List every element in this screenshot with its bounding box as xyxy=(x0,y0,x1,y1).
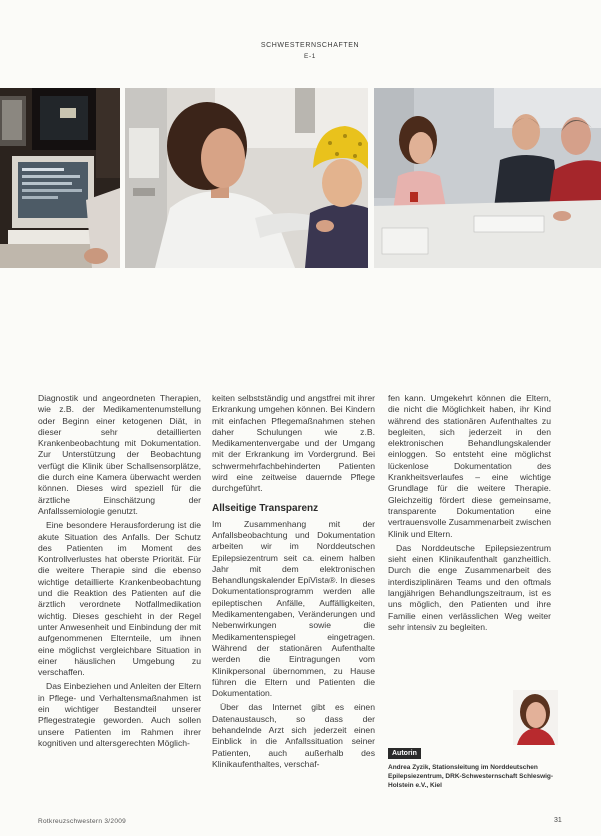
article-column-3 xyxy=(388,393,551,636)
paragraph: fen kann. Umgekehrt können die Eltern, die nicht die Möglichkeit haben, ihr Kind während des stationären Aufenthaltes zu begleiten, sich jederzeit in den elektronischen Behandlungskalender einloggen. So entsteht eine möglichst lückenlose Dokumentation des Krankheitsverlaufes – eine wichtige Grundlage für die weitere Therapie. Gleichzeitig fördert diese gemeinsame, transparente Dokumentation eine vertrauensvolle Zusammenarbeit zwischen Klinik und Eltern. xyxy=(388,393,551,539)
article-column-2 xyxy=(212,393,375,773)
running-head-subsection: E-1 xyxy=(304,53,316,60)
photo-monitoring-room-image xyxy=(0,88,120,268)
paragraph: Das Einbeziehen und Anleiten der Eltern in Pflege- und Verhaltensmaßnahmen ist ein wichtiger Bestandteil unserer Pflegestrategie geworden. Auch sollen unsere Patienten im Rahmen ihrer kognitiven und altersgerechten Möglich- xyxy=(38,681,201,748)
page-number: 31 xyxy=(554,817,562,824)
author-portrait-image xyxy=(513,690,558,745)
running-head-section: SCHWESTERNSCHAFTEN xyxy=(260,42,360,49)
paragraph: Diagnostik und angeordneten Therapien, wie z.B. der Medikamentenumstellung oder Beginn einer ketogenen Diät, in dieser sehr detaillierten Krankenbeobachtung mit Dokumentation. Zur Unterstützung der Beobachtung verfügt die Klinik über Schallsensorplätze, die durch eine Kamera überwacht werden können. Dieses wird speziell für die ärztliche Einschätzung der Anfallssemiologie genutzt. xyxy=(38,393,201,516)
photo-monitoring-room xyxy=(0,88,120,268)
author-caption: Andrea Zyzik, Stationsleitung im Norddeutschen Epilepsiezentrum, DRK-Schwesternschaft Schleswig-Holstein e.V., Kiel xyxy=(388,764,554,789)
paragraph: Das Norddeutsche Epilepsiezentrum sieht einen Klinikaufenthalt ganzheitlich. Durch die enge Zusammenarbeit des interdisziplinären Teams und den oftmals langjährigen Behandlungszeitraum, ist es uns möglich, den Patienten und ihre Familie einen verlässlichen Weg weiter sehr intensiv zu begleiten. xyxy=(388,542,551,632)
paragraph: keiten selbstständig und angstfrei mit ihrer Erkrankung umgehen können. Bei Kindern mit einfachen Pflegemaßnahmen stehen daher Schulungen wie z.B. Medikamentenvergabe und der Umgang mit der Erkrankung im Vordergrund. Bei schwermehrfachbehinderten Patienten wird eine zeitweise dauernde Pflege durchgeführt. xyxy=(212,393,375,494)
photo-nurse-with-child xyxy=(125,88,368,268)
section-heading: Allseitige Transparenz xyxy=(212,502,319,514)
paragraph: Eine besondere Herausforderung ist die akute Situation des Anfalls. Der Schutz des Patienten im Moment des Kontrollverlustes hat oberste Priorität. Für die weitere Therapie sind die ebenso wichtige detaillierte Krankenbeobachtung und die Reaktion des Patienten auf die ärztlich verordnete Notfallmedikation wichtig. Dieses geschieht in der Regel unter Anwesenheit und Einbindung der mit aufgenommenen Elternteile, um ihnen eine möglichst vergleichbare Situation in einer häuslichen Umgebung zu verschaffen. xyxy=(38,520,201,678)
photo-nurse-with-child-image xyxy=(125,88,368,268)
author-photo xyxy=(513,690,558,745)
author-label: Autorin xyxy=(388,748,421,759)
article-column-1 xyxy=(38,393,201,752)
footer-publication: Rotkreuzschwestern 3/2009 xyxy=(38,818,127,825)
photo-team-meeting-image xyxy=(374,88,601,268)
paragraph: Über das Internet gibt es einen Datenaustausch, so dass der behandelnde Arzt sich jederzeit einen Einblick in die Anfallssituation seiner Patienten, auch außerhalb des Klinikaufenthaltes, verschaf- xyxy=(212,702,375,769)
photo-team-meeting xyxy=(374,88,601,268)
paragraph: Im Zusammenhang mit der Anfallsbeobachtung und Dokumentation arbeiten wir im Norddeutschen Epilepsiezentrum seit ca. einem halben Jahr mit dem elektronischen Behandlungskalender EpiVista®. In dieses Dokumentationsprogramm werden alle epileptischen Anfälle, Auffälligkeiten, Medikamentengaben, Veränderungen und Nebenwirkungen sowie die Medikamentenspiegel eingetragen. Während der stationären Aufenthalte werden die Eintragungen vom Klinikpersonal übernommen, zu Hause führen die Eltern und Patienten die Dokumentation. xyxy=(212,518,375,699)
